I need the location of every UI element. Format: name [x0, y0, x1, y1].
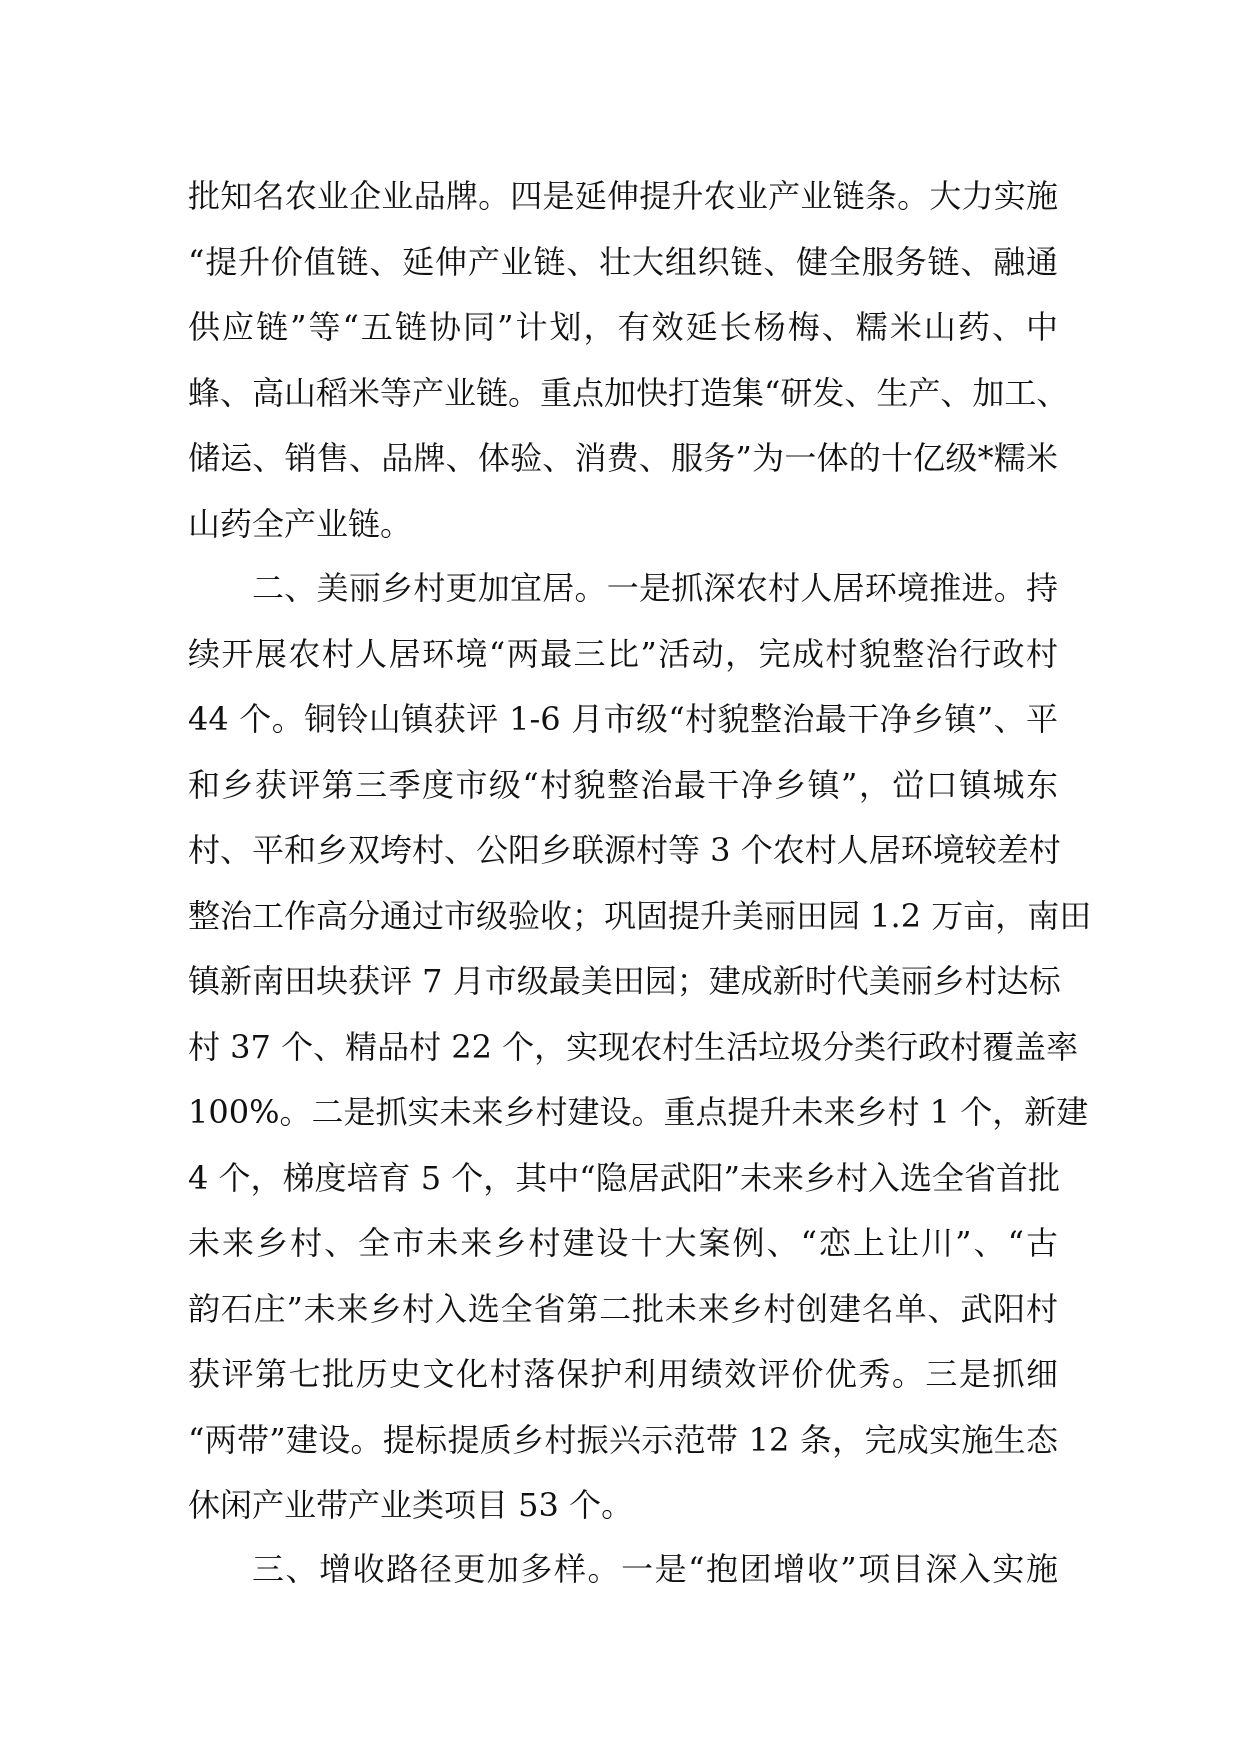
text-line: 未来乡村、全市未来乡村建设十大案例、“恋上让川”、“古 — [188, 1224, 1058, 1262]
text-line: 批知名农业企业品牌。四是延伸提升农业产业链条。大力实施 — [188, 177, 1058, 215]
paragraph-income-paths — [188, 1537, 1058, 1603]
text-line: “提升价值链、延伸产业链、壮大组织链、健全服务链、融通 — [188, 242, 1058, 281]
text-line: 韵石庄”未来乡村入选全省第二批未来乡村创建名单、武阳村 — [188, 1289, 1058, 1328]
text-line: 村、平和乡双垮村、公阳乡联源村等 3 个农村人居环境较差村 — [188, 831, 1061, 869]
text-line: 4 个，梯度培育 5 个，其中“隐居武阳”未来乡村入选全省首批 — [188, 1158, 1060, 1197]
text-line: 山药全产业链。 — [188, 504, 413, 543]
text-line: 和乡获评第三季度市级“村貌整治最干净乡镇”，峃口镇城东 — [188, 765, 1058, 804]
text-line: 44 个。铜铃山镇获评 1-6 月市级“村貌整治最干净乡镇”、平 — [188, 700, 1058, 738]
text-line: 整治工作高分通过市级验收；巩固提升美丽田园 1.2 万亩，南田 — [188, 896, 1092, 935]
text-line: “两带”建设。提标提质乡村振兴示范带 12 条，完成实施生态 — [188, 1420, 1058, 1459]
paragraph-industry-chain — [188, 164, 1069, 557]
paragraph-beautiful-villages — [188, 556, 1092, 1539]
text-line: 二、美丽乡村更加宜居。一是抓深农村人居环境推进。持 — [252, 569, 1058, 607]
text-line: 休闲产业带产业类项目 53 个。 — [188, 1486, 634, 1524]
text-line: 供应链”等“五链协同”计划，有效延长杨梅、糯米山药、中 — [188, 308, 1058, 346]
text-line: 储运、销售、品牌、体验、消费、服务”为一体的十亿级*糯米 — [188, 439, 1058, 477]
text-line: 镇新南田块获评 7 月市级最美田园；建成新时代美丽乡村达标 — [188, 962, 1061, 1000]
text-line: 续开展农村人居环境“两最三比”活动，完成村貌整治行政村 — [188, 634, 1058, 673]
text-line: 蜂、高山稻米等产业链。重点加快打造集“研发、生产、加工、 — [188, 373, 1069, 412]
text-line: 100%。二是抓实未来乡村建设。重点提升未来乡村 1 个，新建 — [188, 1093, 1089, 1131]
text-line: 获评第七批历史文化村落保护利用绩效评价优秀。三是抓细 — [188, 1355, 1058, 1393]
text-line: 三、增收路径更加多样。一是“抱团增收”项目深入实施 — [252, 1550, 1058, 1588]
text-line: 村 37 个、精品村 22 个，实现农村生活垃圾分类行政村覆盖率 — [188, 1027, 1079, 1066]
